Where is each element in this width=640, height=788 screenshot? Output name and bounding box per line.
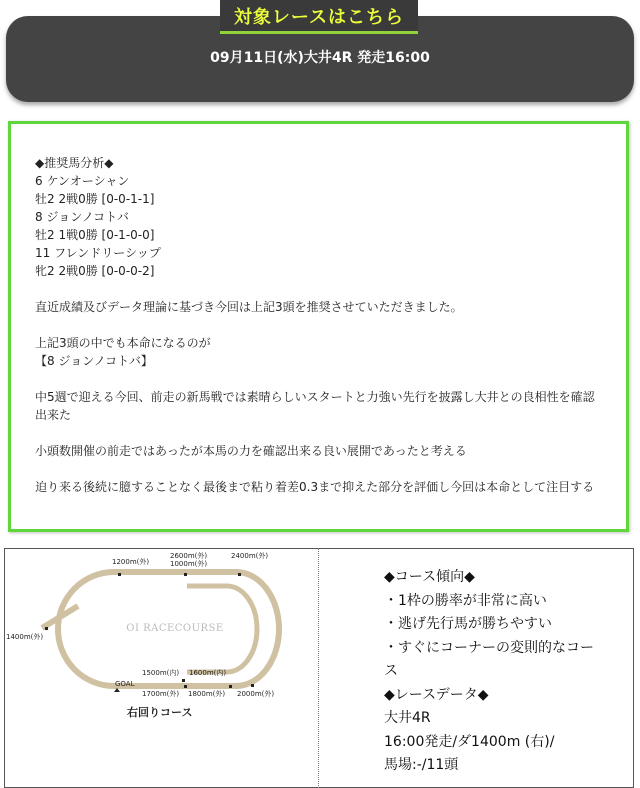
label-1800: 1800m(外): [188, 690, 226, 698]
label-1000: 1000m(外): [170, 560, 208, 568]
track-name: OI RACECOURSE: [126, 623, 224, 634]
label-1500: 1500m(内): [142, 669, 180, 677]
race-data-title: ◆レースデータ◆: [384, 686, 489, 703]
trend-item-3-cont: ス: [384, 663, 398, 679]
race-details-1: 16:00発走/ダ1400m (右)/: [384, 733, 555, 750]
label-1700: 1700m(外): [142, 690, 180, 698]
horse-1-record: 牡2 2戦0勝 [0-0-1-1]: [35, 192, 155, 206]
label-2600: 2600m(外): [170, 552, 208, 560]
race-name: 大井4R: [384, 710, 431, 726]
course-map: [4, 549, 318, 724]
course-divider: [318, 548, 319, 788]
analysis-paragraph-4: 小頭数開催の前走ではあったが本馬の力を確認出来る良い展開であったと考える: [35, 444, 467, 458]
race-info-text: 09月11日(水)大井4R 発走16:00: [210, 50, 430, 66]
label-2000: 2000m(外): [237, 690, 275, 698]
label-goal: GOAL: [115, 680, 135, 688]
horse-2-record: 牡2 1戦0勝 [0-1-0-0]: [35, 228, 155, 242]
horse-2-name: 8 ジョンノコトバ: [35, 210, 129, 224]
target-race-tab[interactable]: [220, 0, 418, 34]
analysis-box: [8, 121, 629, 532]
analysis-heading: ◆推奨馬分析◆: [35, 156, 114, 170]
label-1400: 1400m(外): [6, 633, 44, 641]
top-pick: 【8 ジョンノコトバ】: [35, 354, 153, 368]
trend-item-3: ・すぐにコーナーの変則的なコー: [384, 639, 594, 656]
label-2400: 2400m(外): [231, 552, 269, 560]
horse-3-record: 牝2 2戦0勝 [0-0-0-2]: [35, 264, 155, 278]
trend-item-2: ・逃げ先行馬が勝ちやすい: [384, 616, 552, 632]
tab-label: 対象レースはこちら: [233, 6, 405, 28]
label-1600: 1600m(内): [189, 669, 227, 677]
label-1200: 1200m(外): [112, 558, 150, 566]
horse-3-name: 11 フレンドリーシップ: [35, 246, 161, 260]
course-caption: 右回りコース: [127, 706, 193, 719]
trend-title: ◆コース傾向◆: [384, 569, 475, 585]
course-trend: [384, 566, 624, 778]
analysis-paragraph-2a: 上記3頭の中でも本命になるのが: [35, 336, 211, 350]
race-details-2: 馬場:-/11頭: [384, 757, 459, 773]
analysis-paragraph-5: 迫り来る後続に臆することなく最後まで粘り着差0.3まで抑えた部分を評価し今回は本命として注目する: [35, 480, 595, 494]
analysis-paragraph-3: 中5週で迎える今回、前走の新馬戦では素晴らしいスタートと力強い先行を披露し大井との良相性を確認出来た: [35, 390, 595, 422]
trend-item-1: ・1枠の勝率が非常に高い: [384, 592, 547, 609]
horse-1-name: 6 ケンオーシャン: [35, 174, 130, 188]
analysis-paragraph-1: 直近成績及びデータ理論に基づき今回は上記3頭を推奨させていただきました。: [35, 300, 463, 314]
